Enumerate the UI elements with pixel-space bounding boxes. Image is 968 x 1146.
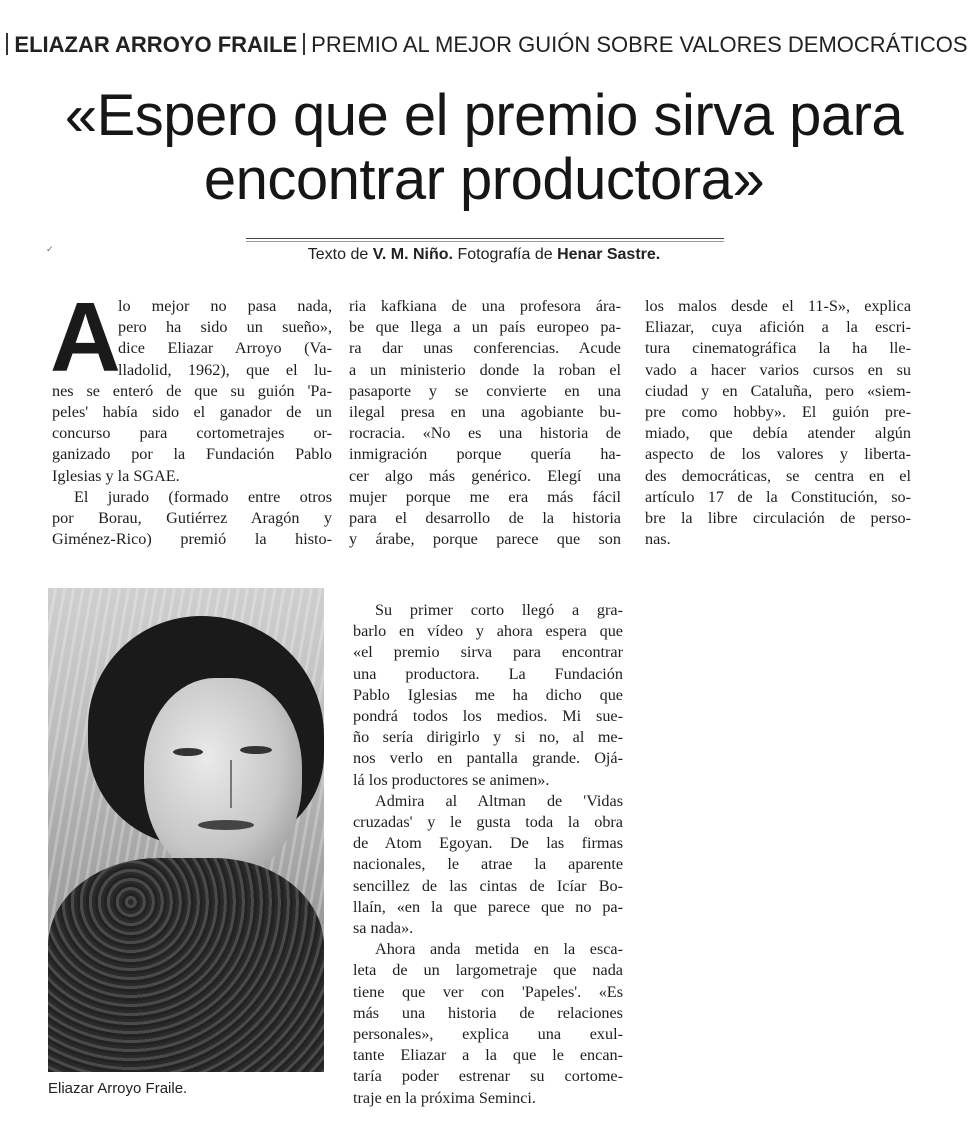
text-line: concurso para cortometrajes or- <box>52 424 332 443</box>
text-line: sencillez de las cintas de Icíar Bo- <box>353 876 623 895</box>
text-line: Ahora anda metida en la esca- <box>375 940 623 959</box>
text-line: artículo 17 de la Constitución, so- <box>645 487 911 506</box>
text-line: peles' había sido el ganador de un <box>52 403 332 422</box>
text-line: ciudad y en Cataluña, pero «siem- <box>645 381 911 400</box>
headline <box>0 84 968 212</box>
text-line: miado, que debía atender algún <box>645 424 911 443</box>
text-line: des democráticas, se centra en el <box>645 466 911 485</box>
text-line: ganizado por la Fundación Pablo <box>52 445 332 464</box>
text-line: llaín, «en la que parece que no pa- <box>353 897 623 916</box>
text-line: be que llega a un país europeo pa- <box>349 318 621 337</box>
text-line: mujer porque me era más fácil <box>349 487 621 506</box>
portrait-photo <box>48 588 324 1072</box>
text-line: más una historia de relaciones <box>353 1003 623 1022</box>
text-line: pasaporte y se convierte en una <box>349 381 621 400</box>
text-line: vado a hacer varios cursos en su <box>645 360 911 379</box>
text-line: cer algo más genérico. Elegí una <box>349 466 621 485</box>
text-line: nes se enteró de que su guión 'Pa- <box>52 381 332 400</box>
text-line: Su primer corto llegó a gra- <box>375 601 623 619</box>
text-line: Admira al Altman de 'Vidas <box>375 791 623 810</box>
text-line: «el premio sirva para encontrar <box>353 643 623 662</box>
byline-author: V. M. Niño. <box>372 246 453 263</box>
text-line: barlo en vídeo y ahora espera que <box>353 622 623 641</box>
text-line: leta de un largometraje que nada <box>353 961 623 980</box>
byline-rule-thin <box>246 241 724 242</box>
text-line: dice Eliazar Arroyo (Va- <box>118 339 332 358</box>
article-column-4 <box>353 600 623 1109</box>
byline-photographer: Henar Sastre. <box>557 246 661 263</box>
photo-scarf <box>48 858 324 1072</box>
photo-caption: Eliazar Arroyo Fraile. <box>48 1080 188 1097</box>
drop-cap: A <box>50 282 121 392</box>
text-line: ra dar unas conferencias. Acude <box>349 339 621 358</box>
photo-nose <box>216 760 232 808</box>
article-column-1 <box>52 296 332 550</box>
headline-line-2: encontrar productora» <box>203 147 765 212</box>
text-line: para el desarrollo de la historia <box>349 509 621 528</box>
scan-mark: ✓ <box>46 244 54 254</box>
text-line: tante Eliazar a la que le encan- <box>353 1046 623 1065</box>
text-line: pre como hobby». El guión pre- <box>645 403 911 422</box>
text-line: los malos desde el 11-S», explica <box>645 297 911 315</box>
kicker <box>0 32 968 58</box>
text-line: por Borau, Gutiérrez Aragón y <box>52 509 332 528</box>
text-line: El jurado (formado entre otros <box>74 487 332 506</box>
text-line: Pablo Iglesias me ha dicho que <box>353 685 623 704</box>
text-line: cruzadas' y le gusta toda la obra <box>353 813 623 832</box>
text-line: personales», explica una exul- <box>353 1025 623 1044</box>
article-column-3 <box>645 296 911 550</box>
text-line: y árabe, porque parece que son <box>349 530 621 549</box>
text-line: Iglesias y la SGAE. <box>52 466 180 485</box>
photo-eye <box>173 748 203 756</box>
text-line: Giménez-Rico) premió la histo- <box>52 530 332 549</box>
text-line: inmigración porque quería ha- <box>349 445 621 464</box>
photo-eye <box>240 746 272 754</box>
headline-line-1: «Espero que el premio sirva para <box>64 83 904 148</box>
text-line: aspecto de los valores y liberta- <box>645 445 911 464</box>
text-line: a un ministerio donde la roban el <box>349 360 621 379</box>
text-line: rocracia. «No es una historia de <box>349 424 621 443</box>
text-line: ria kafkiana de una profesora ára- <box>349 297 621 315</box>
article-column-2 <box>349 296 621 550</box>
text-line: bre la libre circulación de perso- <box>645 509 911 528</box>
text-line: pero ha sido un sueño», <box>118 318 332 337</box>
text-line: de Atom Egoyan. De las firmas <box>353 834 623 853</box>
kicker-section: PREMIO AL MEJOR GUIÓN SOBRE VALORES DEMOCRÁTICOS <box>311 32 968 57</box>
text-line: traje en la próxima Seminci. <box>353 1088 536 1107</box>
text-line: taría poder estrenar su cortome- <box>353 1067 623 1086</box>
text-line: nas. <box>645 530 671 549</box>
byline-rule <box>246 238 724 239</box>
text-line: tura cinematográfica la ha lle- <box>645 339 911 358</box>
text-line: tiene que ver con 'Papeles'. «Es <box>353 982 623 1001</box>
text-line: nacionales, le atrae la aparente <box>353 855 623 874</box>
photo-mouth <box>198 820 254 830</box>
kicker-divider <box>6 33 8 55</box>
text-line: sa nada». <box>353 919 414 938</box>
text-line: ilegal presa en una agobiante bu- <box>349 403 621 422</box>
kicker-divider <box>303 33 305 55</box>
kicker-name: ELIAZAR ARROYO FRAILE <box>14 32 298 57</box>
byline <box>0 246 968 264</box>
text-line: pondrá todos los medios. Mi sue- <box>353 707 623 726</box>
text-line: lladolid, 1962), que el lu- <box>118 360 332 379</box>
text-line: ño sería dirigirlo y si no, al me- <box>353 728 623 747</box>
byline-photo-prefix: Fotografía de <box>453 246 558 263</box>
text-line: Eliazar, cuya afición a la escri- <box>645 318 911 337</box>
text-line: nos verlo en pantalla grande. Ojá- <box>353 749 623 768</box>
text-line: lo mejor no pasa nada, <box>118 297 332 315</box>
byline-text-prefix: Texto de <box>307 246 373 263</box>
text-line: una productora. La Fundación <box>353 664 623 683</box>
text-line: lá los productores se animen». <box>353 770 550 789</box>
